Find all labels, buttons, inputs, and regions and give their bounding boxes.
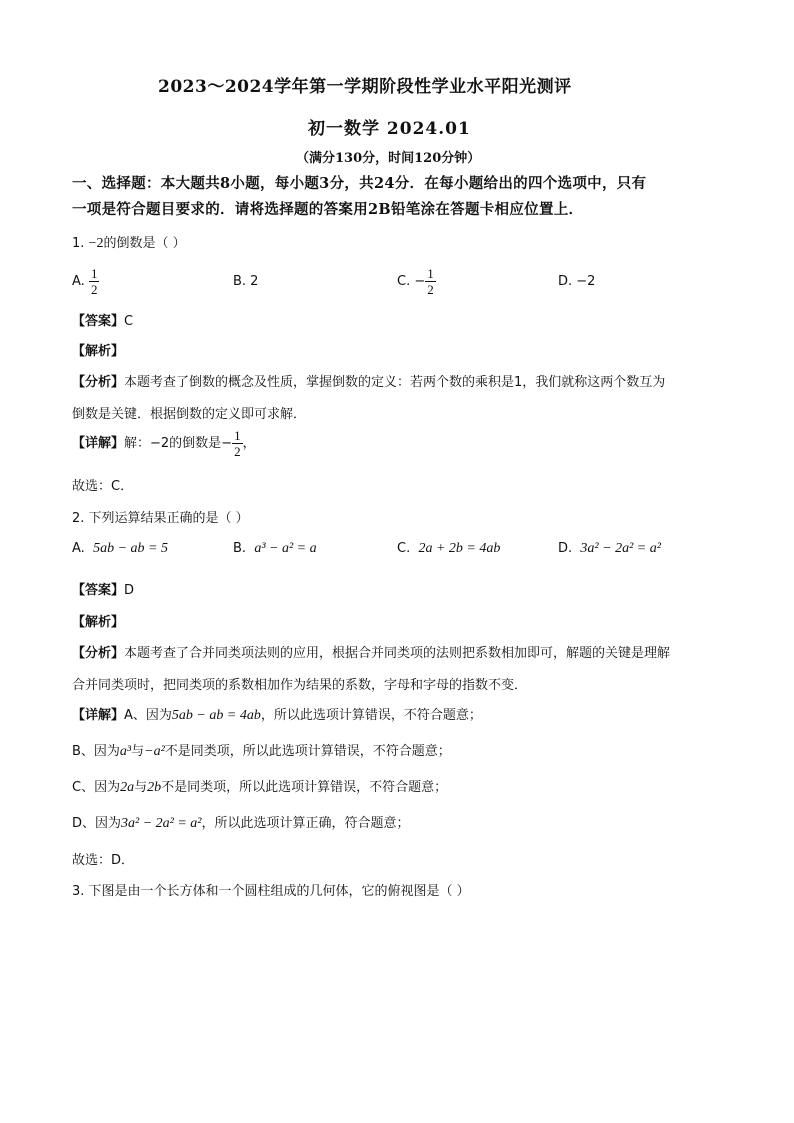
q2-option-a-label: A. [72, 541, 85, 556]
q2-option-d [558, 541, 661, 557]
q2-option-d-label: D. [558, 541, 573, 556]
q2-option-c [397, 541, 500, 557]
q1-answer [72, 310, 133, 329]
q1-expression: −2 [88, 236, 104, 251]
q2-option-a-math: 5ab − ab = 5 [93, 541, 168, 556]
q2-option-b-label: B. [233, 541, 247, 556]
q2-answer-tag: 【答案】 [72, 583, 125, 598]
q1-detail: 【详解】解：−2的倒数是− $\frac{1}{2}$ ， [72, 428, 256, 459]
section-1-line-1: 一、选择题：本大题共8小题，每小题3分，共24分．在每小题给出的四个选项中，只有 [72, 175, 647, 192]
q1-option-a-fraction: $\frac{1}{2}$ [90, 266, 98, 297]
q2-answer [72, 579, 134, 598]
q2-answer-value: D [124, 583, 135, 598]
q2-option-b [233, 541, 317, 557]
q1-analysis-tag: 【解析】 [72, 344, 125, 359]
q2-fenxi-line-1: 【分析】本题考查了合并同类项法则的应用，根据合并同类项的法则把系数相加即可，解题的关键是理解 [72, 646, 671, 661]
q1-option-a [72, 266, 99, 297]
q3-stem: 3. 下图是由一个长方体和一个圆柱组成的几何体，它的俯视图是（ ） [72, 884, 470, 899]
q1-option-c [397, 266, 436, 297]
q2-detail-tag: 【详解】 [72, 708, 125, 723]
q2-detail-b: B、因为a³与−a²不是同类项，所以此选项计算错误，不符合题意； [72, 744, 451, 759]
exam-subtitle: 初一数学 2024.01 [308, 119, 471, 139]
q2-option-c-label: C. [397, 541, 411, 556]
q2-option-a [72, 541, 168, 557]
q1-answer-value: C [124, 314, 134, 329]
q2-option-c-math: 2a + 2b = 4ab [418, 541, 501, 556]
q1-option-c-label: C. [397, 274, 411, 289]
q2-option-d-math: 3a² − 2a² = a² [580, 541, 661, 556]
q1-stem-text: 的倒数是（ ） [103, 236, 186, 251]
q1-number: 1. [72, 236, 85, 251]
q1-fenxi-line-1: 【分析】本题考查了倒数的概念及性质，掌握倒数的定义：若两个数的乘积是1，我们就称这两个数互为 [72, 375, 666, 390]
q1-stem [72, 232, 186, 252]
exam-note: （满分130分，时间120分钟） [296, 151, 481, 166]
q2-detail-d: D、因为3a² − 2a² = a²，所以此选项计算正确，符合题意； [72, 816, 410, 831]
q1-detail-tag: 【详解】 [72, 436, 125, 451]
q1-detail-fraction: $\frac{1}{2}$ [234, 428, 241, 459]
q1-option-c-fraction: $\frac{1}{2}$ [427, 266, 434, 297]
exam-title: 2023～2024学年第一学期阶段性学业水平阳光测评 [158, 77, 572, 97]
section-1-line-2: 一项是符合题目要求的．请将选择题的答案用2B铅笔涂在答题卡相应位置上． [72, 201, 584, 218]
q1-fenxi-line-2: 倒数是关键．根据倒数的定义即可求解． [72, 407, 307, 422]
q2-fenxi-line-2: 合并同类项时，把同类项的系数相加作为结果的系数，字母和字母的指数不变． [72, 678, 528, 693]
q1-option-d: D. −2 [558, 274, 596, 289]
q2-detail-c: C、因为2a与2b不是同类项，所以此选项计算错误，不符合题意； [72, 780, 448, 795]
q1-option-c-sign: − [414, 274, 426, 289]
q2-stem: 2. 下列运算结果正确的是（ ） [72, 511, 249, 526]
q1-choose: 故选：C． [72, 479, 134, 494]
q1-option-a-label: A. [72, 274, 85, 289]
q2-analysis-tag: 【解析】 [72, 615, 125, 630]
q2-option-b-math: a³ − a² = a [254, 541, 317, 556]
q1-answer-tag: 【答案】 [72, 314, 125, 329]
q1-fenxi-tag: 【分析】 [72, 375, 125, 390]
q2-fenxi-tag: 【分析】 [72, 646, 125, 661]
q2-choose: 故选：D． [72, 853, 135, 868]
q1-option-b: B. 2 [233, 274, 259, 289]
q2-detail-a: 【详解】A、因为5ab − ab = 4ab，所以此选项计算错误，不符合题意； [72, 708, 482, 723]
